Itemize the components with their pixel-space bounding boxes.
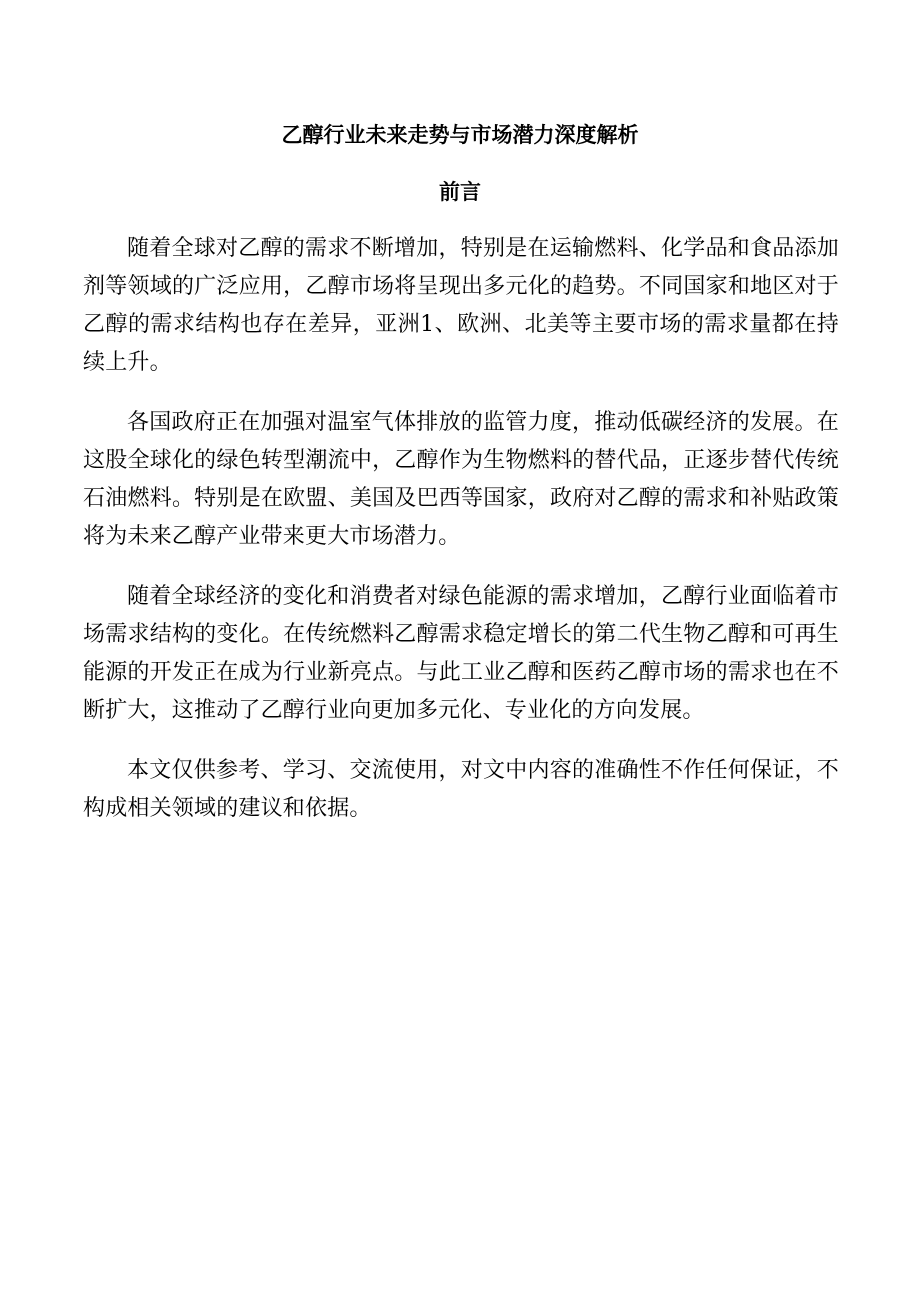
paragraph-1: 随着全球对乙醇的需求不断增加，特别是在运输燃料、化学品和食品添加剂等领域的广泛应用，乙醇市场将呈现出多元化的趋势。不同国家和地区对于乙醇的需求结构也存在差异，亚洲1、欧洲、北美等主要市场的需求量都在持续上升。 bbox=[83, 236, 839, 375]
preface-body bbox=[83, 230, 839, 850]
paragraph-2: 各国政府正在加强对温室气体排放的监管力度，推动低碳经济的发展。在这股全球化的绿色转型潮流中，乙醇作为生物燃料的替代品，正逐步替代传统石油燃料。特别是在欧盟、美国及巴西等国家，政府对乙醇的需求和补贴政策将为未来乙醇产业带来更大市场潜力。 bbox=[83, 410, 839, 549]
paragraph-3: 随着全球经济的变化和消费者对绿色能源的需求增加，乙醇行业面临着市场需求结构的变化。在传统燃料乙醇需求稳定增长的第二代生物乙醇和可再生能源的开发正在成为行业新亮点。与此工业乙醇和医药乙醇市场的需求也在不断扩大，这推动了乙醇行业向更加多元化、专业化的方向发展。 bbox=[83, 584, 839, 723]
document-title: 乙醇行业未来走势与市场潜力深度解析 bbox=[281, 122, 639, 147]
paragraph-4-disclaimer: 本文仅供参考、学习、交流使用，对文中内容的准确性不作任何保证，不构成相关领域的建议和依据。 bbox=[83, 758, 839, 821]
section-heading-preface: 前言 bbox=[439, 179, 481, 204]
